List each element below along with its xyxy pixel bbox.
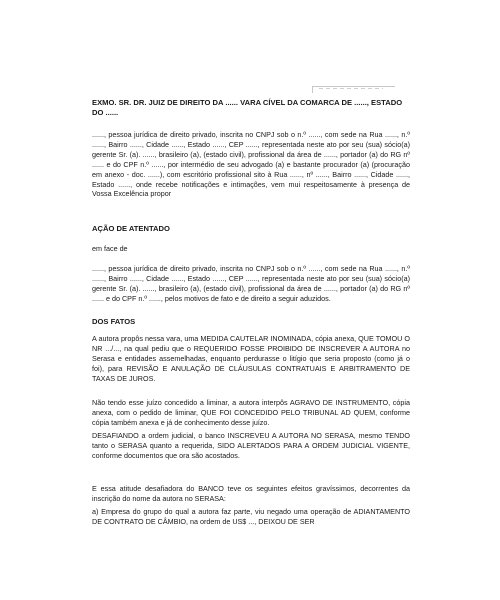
defendant-qualification-paragraph: ......, pessoa jurídica de direito privado, inscrita no CNPJ sob o n.º ......, com sede na Rua ......, n.º ......, Bairro ......, Cidade ......, Estado ......, CEP ......, representada neste ato por seu (sua) sócio(a) gerente Sr. (a). ......, brasileiro (a), (estado civil), profissional da área de ......, portador (a) do RG nº ...... e do CPF n.º ......, pelos motivos de fato e de direito a seguir aduzidos.	[92, 264, 410, 303]
court-address-heading: EXMO. SR. DR. JUIZ DE DIREITO DA ...... VARA CÍVEL DA COMARCA DE ......, ESTADO DO ......	[92, 98, 403, 117]
facts-paragraph-4: E essa atitude desafiadora do BANCO teve os seguintes efeitos gravíssimos, decorrentes da inscrição do nome da autora no SERASA:	[92, 484, 410, 503]
action-title: AÇÃO DE ATENTADO	[92, 224, 170, 233]
facts-paragraph-5: a) Empresa do grupo do qual a autora faz parte, viu negado uma operação de ADIANTAMENTO DE CONTRATO DE CÂMBIO, na ordem de US$ ..., DEIXOU DE SER	[92, 507, 410, 526]
facts-paragraph-2: Não tendo esse juízo concedido a liminar, a autora interpôs AGRAVO DE INSTRUMENTO, cópia anexa, com o pedido de liminar, QUE FOI CONCEDIDO PELO TRIBUNAL AD QUEM, conforme cópia também anexa e já de conhecimento desse juízo.	[92, 398, 410, 427]
facts-paragraph-1: A autora propôs nessa vara, uma MEDIDA CAUTELAR INOMINADA, cópia anexa, QUE TOMOU O NR .../..., na qual pediu que o REQUERIDO FOSSE PROIBIDO DE INSCREVER A AUTORA no Serasa e entidades assemelhadas, enquanto perdurasse o litígio que seria proposto (como já o foi), para REVISÃO E ANULAÇÃO DE CLÁUSULAS CONTRATUAIS E ARBITRAMENTO DE TAXAS DE JUROS.	[92, 334, 410, 383]
against-label: em face de	[92, 244, 128, 253]
scan-artifact-line	[312, 86, 395, 93]
facts-paragraph-3: DESAFIANDO a ordem judicial, o banco INSCREVEU A AUTORA NO SERASA, mesmo TENDO tanto o SERASA quanto a requerida, SIDO ALERTADOS PARA A ORDEM JUDICIAL VIGENTE, conforme documentos que ora são acostados.	[92, 431, 410, 460]
plaintiff-qualification-paragraph: ......, pessoa jurídica de direito privado, inscrita no CNPJ sob o n.º ......, com sede na Rua ......, n.º ......, Bairro ......, Cidade ......, Estado ......, CEP ......, representada neste ato por seu (sua) sócio(a) gerente Sr. (a). ......, brasileiro (a), (estado civil), profissional da área de ......, portador (a) do RG nº ...... e do CPF n.º ......, por intermédio de seu advogado (a) e bastante procurador (a) (procuração em anexo - doc. ......), com escritório profissional sito à Rua ......, nº ......, Bairro ......, Cidade ......, Estado ......, onde recebe notificações e intimações, vem mui respeitosamente à presença de Vossa Excelência propor	[92, 130, 410, 199]
facts-section-title: DOS FATOS	[92, 317, 136, 326]
